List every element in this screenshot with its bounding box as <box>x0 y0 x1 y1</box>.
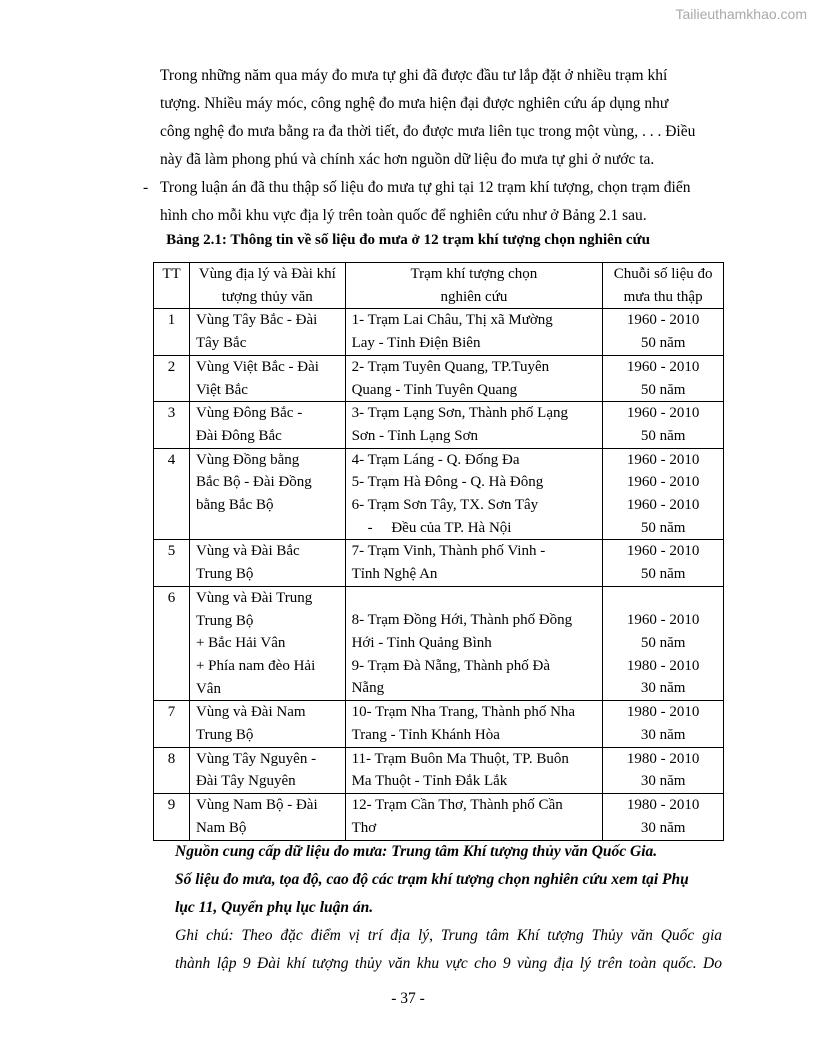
row-region: Vùng Tây Bắc - Đài Tây Bắc <box>189 309 345 355</box>
row-stations: 2- Trạm Tuyên Quang, TP.Tuyên Quang - Tỉnh Tuyên Quang <box>345 355 603 401</box>
page-number: - 37 - <box>391 990 425 1007</box>
table-row <box>154 448 724 540</box>
source-note: Nguồn cung cấp dữ liệu đo mưa: Trung tâm Khí tượng thủy văn Quốc Gia. <box>175 843 658 860</box>
row-tt: 1 <box>154 309 190 355</box>
table-row <box>154 355 724 401</box>
table-row <box>154 747 724 793</box>
table-row <box>154 586 724 701</box>
intro-line: Trong những năm qua máy đo mưa tự ghi đã được đầu tư lắp đặt ở nhiều trạm khí <box>160 67 668 84</box>
station-table <box>153 262 724 841</box>
table-row <box>154 794 724 840</box>
row-stations: 1- Trạm Lai Châu, Thị xã Mường Lay - Tỉnh Điện Biên <box>345 309 603 355</box>
table-caption: Bảng 2.1: Thông tin về số liệu đo mưa ở 12 trạm khí tượng chọn nghiên cứu <box>166 232 650 248</box>
reference-note: lục 11, Quyển phụ lục luận án. <box>175 899 374 916</box>
intro-line: công nghệ đo mưa bằng ra đa thời tiết, đo được mưa liên tục trong một vùng, . . . Điều <box>160 123 696 140</box>
row-series: 1980 - 2010 30 năm <box>603 747 724 793</box>
row-region: Vùng Nam Bộ - Đài Nam Bộ <box>189 794 345 840</box>
row-stations: 7- Trạm Vinh, Thành phố Vinh - Tỉnh Nghệ An <box>345 540 603 586</box>
row-series: 1960 - 2010 50 năm <box>603 309 724 355</box>
table-row <box>154 701 724 747</box>
row-tt: 8 <box>154 747 190 793</box>
row-tt: 7 <box>154 701 190 747</box>
table-header-row <box>154 263 724 309</box>
remark-note: Ghi chú: Theo đặc điểm vị trí địa lý, Trung tâm Khí tượng Thủy văn Quốc gia <box>175 927 722 944</box>
table-row <box>154 540 724 586</box>
table-row <box>154 309 724 355</box>
row-series: 1960 - 2010 50 năm 1980 - 2010 30 năm <box>603 586 724 701</box>
row-series: 1980 - 2010 30 năm <box>603 701 724 747</box>
row-stations: 12- Trạm Cần Thơ, Thành phố Cần Thơ <box>345 794 603 840</box>
bullet-marker: - <box>143 179 149 196</box>
watermark: Tailieuthamkhao.com <box>675 6 807 22</box>
row-tt: 9 <box>154 794 190 840</box>
row-stations: 8- Trạm Đồng Hới, Thành phố Đồng Hới - Tỉnh Quảng Bình 9- Trạm Đà Nẵng, Thành phố Đà Nẵng <box>345 586 603 701</box>
row-region: Vùng và Đài Nam Trung Bộ <box>189 701 345 747</box>
row-region: Vùng Tây Nguyên - Đài Tây Nguyên <box>189 747 345 793</box>
row-region: Vùng Đồng bằng Bắc Bộ - Đài Đồng bằng Bắc Bộ <box>189 448 345 540</box>
header-series: Chuỗi số liệu đo mưa thu thập <box>603 263 724 309</box>
header-tt: TT <box>154 263 190 309</box>
header-stations: Trạm khí tượng chọn nghiên cứu <box>345 263 603 309</box>
intro-paragraph <box>160 62 722 174</box>
row-series: 1960 - 2010 1960 - 2010 1960 - 2010 50 năm <box>603 448 724 540</box>
row-stations: 10- Trạm Nha Trang, Thành phố Nha Trang - Tỉnh Khánh Hòa <box>345 701 603 747</box>
row-stations: 11- Trạm Buôn Ma Thuột, TP. Buôn Ma Thuột - Tỉnh Đắk Lắk <box>345 747 603 793</box>
table-row <box>154 402 724 448</box>
header-region: Vùng địa lý và Đài khí tượng thủy văn <box>189 263 345 309</box>
row-tt: 4 <box>154 448 190 540</box>
row-series: 1960 - 2010 50 năm <box>603 402 724 448</box>
row-series: 1960 - 2010 50 năm <box>603 540 724 586</box>
row-series: 1960 - 2010 50 năm <box>603 355 724 401</box>
intro-line: tượng. Nhiều máy móc, công nghệ đo mưa hiện đại được nghiên cứu áp dụng như <box>160 95 669 112</box>
row-tt: 3 <box>154 402 190 448</box>
intro-line: này đã làm phong phú và chính xác hơn nguồn dữ liệu đo mưa tự ghi ở nước ta. <box>160 151 655 168</box>
bullet-line: Trong luận án đã thu thập số liệu đo mưa tự ghi tại 12 trạm khí tượng, chọn trạm điển <box>160 179 691 196</box>
row-region: Vùng Việt Bắc - Đài Việt Bắc <box>189 355 345 401</box>
row-tt: 2 <box>154 355 190 401</box>
row-series: 1980 - 2010 30 năm <box>603 794 724 840</box>
row-region: Vùng Đông Bắc - Đài Đông Bắc <box>189 402 345 448</box>
row-region: Vùng và Đài Trung Trung Bộ + Bắc Hải Vân + Phía nam đèo Hải Vân <box>189 586 345 701</box>
row-region: Vùng và Đài Bắc Trung Bộ <box>189 540 345 586</box>
row-tt: 5 <box>154 540 190 586</box>
bullet-paragraph <box>160 174 722 230</box>
row-tt: 6 <box>154 586 190 701</box>
reference-note: Số liệu đo mưa, tọa độ, cao độ các trạm khí tượng chọn nghiên cứu xem tại Phụ <box>175 871 689 888</box>
bullet-line: hình cho mỗi khu vực địa lý trên toàn quốc để nghiên cứu như ở Bảng 2.1 sau. <box>160 207 647 224</box>
remark-note: thành lập 9 Đài khí tượng thủy văn khu vực cho 9 vùng địa lý trên toàn quốc. Do <box>175 955 722 972</box>
notes-block <box>175 838 722 978</box>
row-stations: 3- Trạm Lạng Sơn, Thành phố Lạng Sơn - Tỉnh Lạng Sơn <box>345 402 603 448</box>
row-stations: 4- Trạm Láng - Q. Đống Đa 5- Trạm Hà Đông - Q. Hà Đông 6- Trạm Sơn Tây, TX. Sơn Tây - Đều của TP. Hà Nội <box>345 448 603 540</box>
